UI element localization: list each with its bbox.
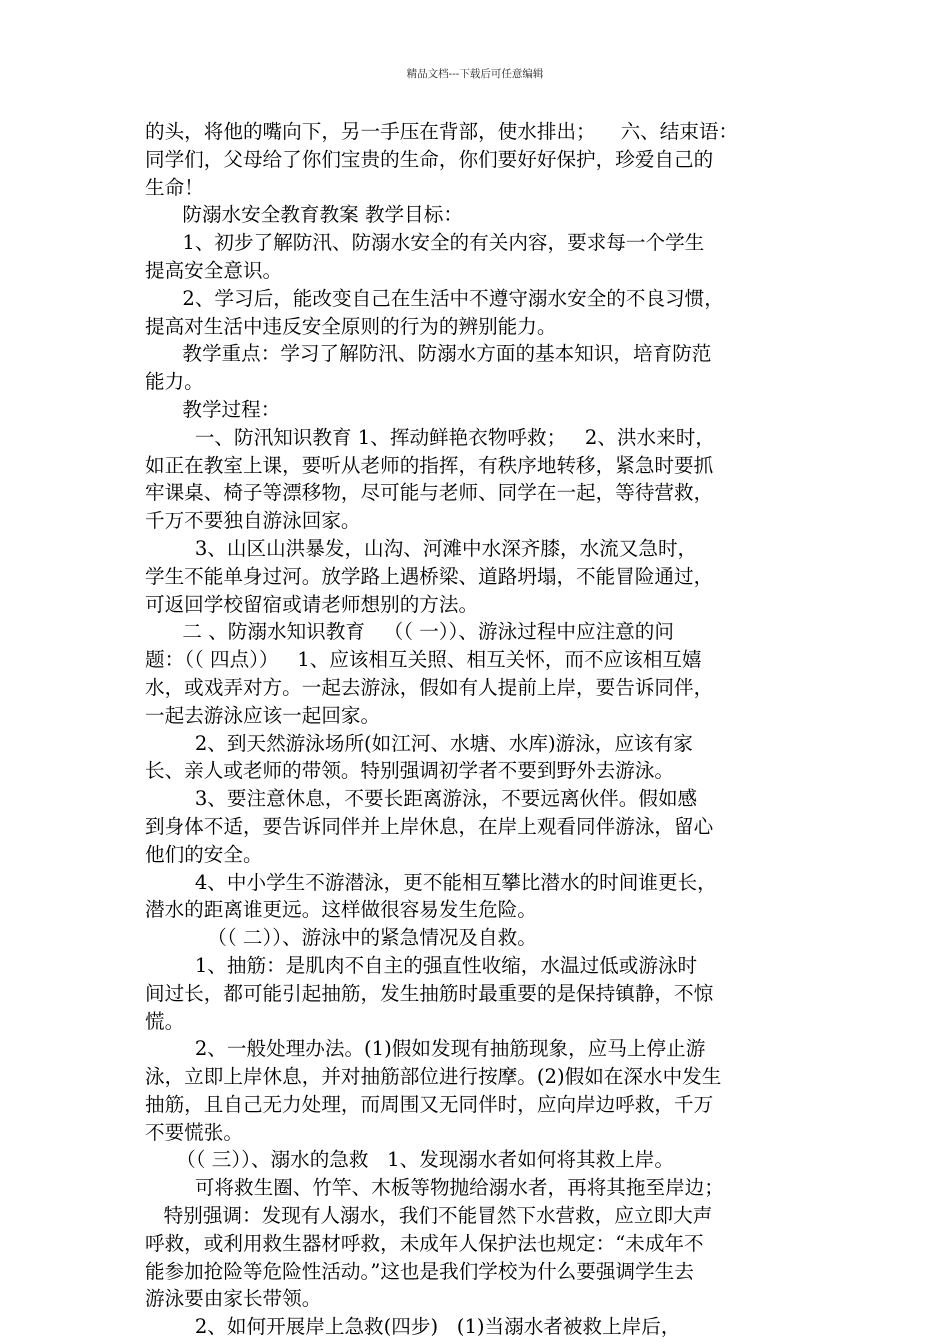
text-line: 千万不要独自游泳回家。 — [145, 509, 361, 533]
text-line: 二 、防溺水知识教育 （（ 一））、游泳过程中应注意的问 — [145, 620, 674, 644]
text-line: 2、学习后，能改变自己在生活中不遵守溺水安全的不良习惯， — [145, 286, 724, 310]
text-line: 慌。 — [145, 1009, 185, 1033]
text-line: 牢课桌、椅子等漂移物，尽可能与老师、同学在一起，等待营救， — [145, 481, 714, 505]
text-line: 的头，将他的嘴向下，另一手压在背部，使水排出； 六、结束语： — [145, 120, 739, 143]
text-line: 泳，立即上岸休息，并对抽筋部位进行按摩。(2)假如在深水中发生 — [145, 1065, 722, 1089]
text-line: 1、初步了解防汛、防溺水安全的有关内容，要求每一个学生 — [145, 231, 705, 255]
text-line: 1、抽筋：是肌肉不自主的强直性收缩，水温过低或游泳时 — [145, 953, 698, 977]
text-line: 游泳要由家长带领。 — [145, 1287, 322, 1311]
document-body — [145, 118, 815, 1341]
text-line: （（ 二））、游泳中的紧急情况及自救。 — [145, 926, 537, 950]
text-line: 2、如何开展岸上急救(四步) (1)当溺水者被救上岸后， — [145, 1315, 681, 1339]
text-line: 2、到天然游泳场所(如江河、水塘、水库)游泳，应该有家 — [145, 731, 693, 755]
text-line: 提高对生活中违反安全原则的行为的辨别能力。 — [145, 314, 557, 338]
text-line: 3、要注意休息，不要长距离游泳，不要远离伙伴。假如感 — [145, 787, 698, 811]
text-line: 生命！ — [145, 175, 204, 199]
text-line: 不要慌张。 — [145, 1120, 243, 1144]
text-line: 一、防汛知识教育 1、挥动鲜艳衣物呼救； 2、洪水来时， — [145, 425, 715, 449]
text-line: 潜水的距离谁更远。这样做很容易发生危险。 — [145, 898, 537, 922]
text-line: 抽筋，且自己无力处理，而周围又无同伴时，应向岸边呼救，千万 — [145, 1092, 714, 1116]
text-line: 长、亲人或老师的带领。特别强调初学者不要到野外去游泳。 — [145, 759, 675, 783]
text-line: 可将救生圈、竹竿、木板等物抛给溺水者，再将其拖至岸边； — [145, 1176, 724, 1200]
text-line: 到身体不适，要告诉同伴并上岸休息，在岸上观看同伴游泳，留心 — [145, 814, 714, 838]
text-line: 题：（（ 四点）） 1、应该相互关照、相互关怀，而不应该相互嬉 — [145, 648, 702, 672]
text-line: 一起去游泳应该一起回家。 — [145, 703, 381, 727]
text-line: 4、中小学生不游潜泳，更不能相互攀比潜水的时间谁更长， — [145, 870, 717, 894]
text-line: 间过长，都可能引起抽筋，发生抽筋时最重要的是保持镇静，不惊 — [145, 981, 714, 1005]
text-line: 水，或戏弄对方。一起去游泳，假如有人提前上岸，要告诉同伴， — [145, 675, 714, 699]
text-line: 呼救，或利用救生器材呼救，未成年人保护法也规定：“未成年不 — [145, 1231, 704, 1255]
text-line: 能参加抢险等危险性活动。”这也是我们学校为什么要强调学生去 — [145, 1259, 694, 1283]
text-line: 学生不能单身过河。放学路上遇桥梁、道路坍塌，不能冒险通过， — [145, 564, 714, 588]
text-line: 3、山区山洪暴发，山沟、河滩中水深齐膝，水流又急时， — [145, 536, 698, 560]
text-line: 可返回学校留宿或请老师想别的方法。 — [145, 592, 479, 616]
text-line: 教学重点：学习了解防汛、防溺水方面的基本知识，培育防范 — [145, 342, 712, 366]
text-line: 同学们，父母给了你们宝贵的生命，你们要好好保护，珍爱自己的 — [145, 147, 714, 171]
text-line: 能力。 — [145, 370, 204, 394]
text-line: （（ 三））、溺水的急救 1、发现溺水者如何将其救上岸。 — [145, 1148, 674, 1172]
text-line: 提高安全意识。 — [145, 258, 283, 282]
text-line: 防溺水安全教育教案 教学目标： — [145, 203, 463, 227]
text-line: 他们的安全。 — [145, 842, 263, 866]
text-line: 如正在教室上课，要听从老师的指挥，有秩序地转移，紧急时要抓 — [145, 453, 714, 477]
page-header: 精品文档---下载后可任意编辑 — [406, 68, 544, 80]
text-line: 特别强调：发现有人溺水，我们不能冒然下水营救，应立即大声 — [145, 1204, 713, 1228]
text-line: 2、一般处理办法。(1)假如发现有抽筋现象，应马上停止游 — [145, 1037, 706, 1061]
text-line: 教学过程： — [145, 397, 281, 421]
